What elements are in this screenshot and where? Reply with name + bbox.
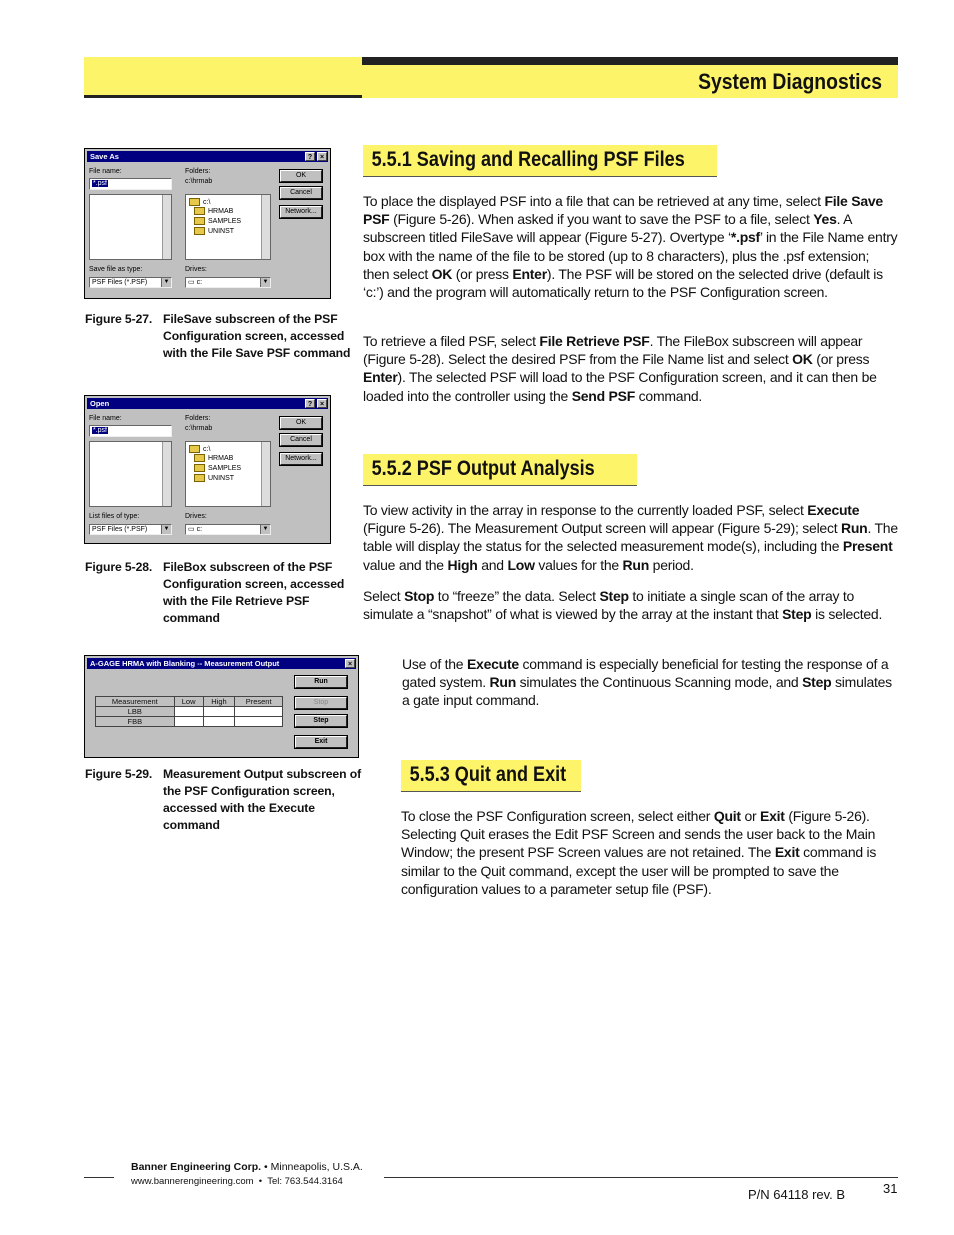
table-cell [203, 707, 235, 717]
folder-item[interactable]: HRMAB [194, 454, 233, 462]
drive-icon: ▭ [188, 526, 197, 533]
folder-open-icon [194, 454, 205, 462]
folder-item[interactable]: c:\ [189, 445, 210, 453]
chevron-down-icon: ▼ [260, 525, 270, 534]
figure-caption [85, 766, 375, 836]
cancel-button[interactable]: Cancel [280, 187, 322, 199]
folder-open-icon [194, 207, 205, 215]
drives-select[interactable]: ▭ c: ▼ [185, 277, 271, 288]
folders-label: Folders: [185, 415, 211, 422]
step-button[interactable]: Step [295, 715, 347, 727]
close-button[interactable]: × [317, 399, 327, 408]
dialog-titlebar [87, 658, 356, 669]
figure-number: Figure 5-29. [85, 767, 153, 781]
table-header: Low [174, 697, 203, 707]
file-list[interactable] [89, 441, 172, 507]
file-list-scrollbar[interactable] [162, 195, 171, 259]
close-button[interactable]: × [345, 659, 355, 668]
network-button[interactable]: Network... [280, 453, 322, 465]
part-number: P/N 64118 rev. B [748, 1187, 846, 1202]
body-paragraph: To view activity in the array in response to the currently loaded PSF, select Execute (Figure 5-26). The Measurement Output screen will appear (Figure 5-29); select Run. The table will display the status for the selected measurement mode(s), including the Present value and the High and Low values for the Run period. [363, 502, 898, 573]
figure-caption-text: FileBox subscreen of the PSF Configuration screen, accessed with the File Retrieve PSF command [163, 560, 345, 625]
file-list-scrollbar[interactable] [162, 442, 171, 506]
table-row [96, 707, 283, 717]
network-button[interactable]: Network... [280, 206, 322, 218]
table-cell [235, 717, 283, 727]
file-name-field[interactable] [89, 425, 172, 437]
folder-list-scrollbar[interactable] [261, 442, 270, 506]
body-paragraph: Select Stop to “freeze” the data. Select Step to initiate a single scan of the array to simulate a “snapshot” of what is viewed by the array at the instant that Step is selected. [363, 588, 883, 623]
folder-item[interactable]: SAMPLES [194, 464, 241, 472]
drives-label: Drives: [185, 266, 207, 273]
file-name-label: File name: [89, 415, 122, 422]
body-paragraph: Use of the Execute command is especially beneficial for testing the response of a gated system. Run simulates the Continuous Scanning mode, and Step simulates a gate input command. [402, 656, 892, 709]
ok-button[interactable]: OK [280, 417, 322, 429]
close-button[interactable]: × [317, 152, 327, 161]
save-type-label: Save file as type: [89, 266, 143, 273]
header-rule-right [362, 57, 898, 65]
section-heading: 5.5.3 Quit and Exit [409, 763, 567, 786]
table-row [96, 717, 283, 727]
folder-icon [194, 474, 205, 482]
figure-number: Figure 5-27. [85, 312, 153, 326]
header-rule-left [84, 95, 362, 98]
footer-contact: www.bannerengineering.com • Tel: 763.544.3164 [131, 1176, 343, 1187]
folder-item[interactable]: UNINST [194, 474, 234, 482]
figure-number: Figure 5-28. [85, 560, 153, 574]
folder-open-icon [189, 445, 200, 453]
table-cell [203, 717, 235, 727]
folders-path: c:\hrmab [185, 425, 213, 432]
folder-list[interactable] [185, 441, 271, 507]
folder-icon [194, 227, 205, 235]
folder-icon [194, 217, 205, 225]
save-as-dialog [84, 148, 331, 299]
file-name-field[interactable] [89, 178, 172, 190]
drives-select[interactable]: ▭ c: ▼ [185, 524, 271, 535]
body-paragraph: To retrieve a filed PSF, select File Retrieve PSF. The FileBox subscreen will appear (Figure 5-28). Select the desired PSF from the File Name list and select OK (or press Enter). The selected PSF will load to the PSF Configuration screen, and it can then be loaded into the controller using the Send PSF command. [363, 333, 877, 404]
folders-label: Folders: [185, 168, 211, 175]
dialog-title: Save As [90, 152, 119, 161]
dialog-titlebar [87, 398, 328, 409]
page-title: System Diagnostics [698, 69, 882, 94]
table-cell [235, 707, 283, 717]
folders-path: c:\hrmab [185, 178, 213, 185]
footer-rule-right [384, 1177, 898, 1178]
file-name-value: *.psf [93, 427, 108, 434]
ok-button[interactable]: OK [280, 170, 322, 182]
dialog-titlebar [87, 151, 328, 162]
dialog-title: A-GAGE HRMA with Blanking -- Measurement Output [90, 659, 280, 668]
figure-caption [85, 311, 365, 381]
file-name-label: File name: [89, 168, 122, 175]
folder-item[interactable]: SAMPLES [194, 217, 241, 225]
exit-button[interactable]: Exit [295, 736, 347, 748]
chevron-down-icon: ▼ [161, 525, 171, 534]
figure-caption [85, 559, 365, 629]
run-button[interactable]: Run [295, 676, 347, 688]
chevron-down-icon: ▼ [161, 278, 171, 287]
table-header: Present [235, 697, 283, 707]
help-button[interactable]: ? [305, 399, 315, 408]
footer-company-line [131, 1161, 363, 1173]
section-heading: 5.5.2 PSF Output Analysis [371, 457, 595, 480]
drives-label: Drives: [185, 513, 207, 520]
file-type-select[interactable]: PSF Files (*.PSF) ▼ [89, 524, 172, 535]
body-paragraph: To place the displayed PSF into a file that can be retrieved at any time, select File Save PSF (Figure 5-26). When asked if you want to save the PSF to a file, select Yes. A subscreen titled FileSave will appear (Figure 5-27). Overtype ‘*.psf’ in the File Name entry box with the name of the file to be stored (up to 8 characters), plus the .psf extension; then select OK (or press Enter). The PSF will be stored on the selected drive (default is ‘c:’) and the program will automatically return to the PSF Configuration screen. [363, 193, 898, 301]
body-paragraph: To close the PSF Configuration screen, select either Quit or Exit (Figure 5-26). Selecting Quit erases the Edit PSF Screen and sends the user back to the Main Window; the present PSF Screen values are not retained. The Exit command is similar to the Quit command, except the user will be prompted to save the configuration values to a parameter setup file (PSF). [401, 808, 877, 897]
header-bar-left [84, 57, 362, 97]
footer-company: Banner Engineering Corp. [131, 1161, 262, 1173]
folder-open-icon [189, 198, 200, 206]
file-type-label: List files of type: [89, 513, 140, 520]
measurement-output-dialog [84, 655, 359, 758]
folder-item[interactable]: HRMAB [194, 207, 233, 215]
stop-button[interactable]: Stop [295, 697, 347, 709]
help-button[interactable]: ? [305, 152, 315, 161]
table-header: Measurement [96, 697, 175, 707]
cancel-button[interactable]: Cancel [280, 434, 322, 446]
footer-location: • Minneapolis, U.S.A. [261, 1161, 363, 1173]
table-cell [174, 717, 203, 727]
folder-item[interactable]: UNINST [194, 227, 234, 235]
open-dialog [84, 395, 331, 544]
file-list[interactable] [89, 194, 172, 260]
table-cell [174, 707, 203, 717]
folder-list[interactable] [185, 194, 271, 260]
figure-caption-text: Measurement Output subscreen of the PSF Configuration screen, accessed with the Execute command [163, 767, 362, 832]
dialog-title: Open [90, 399, 110, 408]
folder-list-scrollbar[interactable] [261, 195, 270, 259]
chevron-down-icon: ▼ [260, 278, 270, 287]
measurement-table [95, 696, 283, 727]
row-label: FBB [96, 717, 175, 727]
section-heading: 5.5.1 Saving and Recalling PSF Files [371, 148, 685, 171]
folder-item[interactable]: c:\ [189, 198, 210, 206]
page-number: 31 [883, 1181, 898, 1196]
figure-caption-text: FileSave subscreen of the PSF Configuration screen, accessed with the File Save PSF command [163, 312, 351, 360]
table-header: High [203, 697, 235, 707]
file-name-value: *.psf [93, 180, 108, 187]
footer-rule-left [84, 1177, 114, 1178]
save-type-select[interactable]: PSF Files (*.PSF) ▼ [89, 277, 172, 288]
row-label: LBB [96, 707, 175, 717]
drive-icon: ▭ [188, 279, 197, 286]
folder-icon [194, 464, 205, 472]
